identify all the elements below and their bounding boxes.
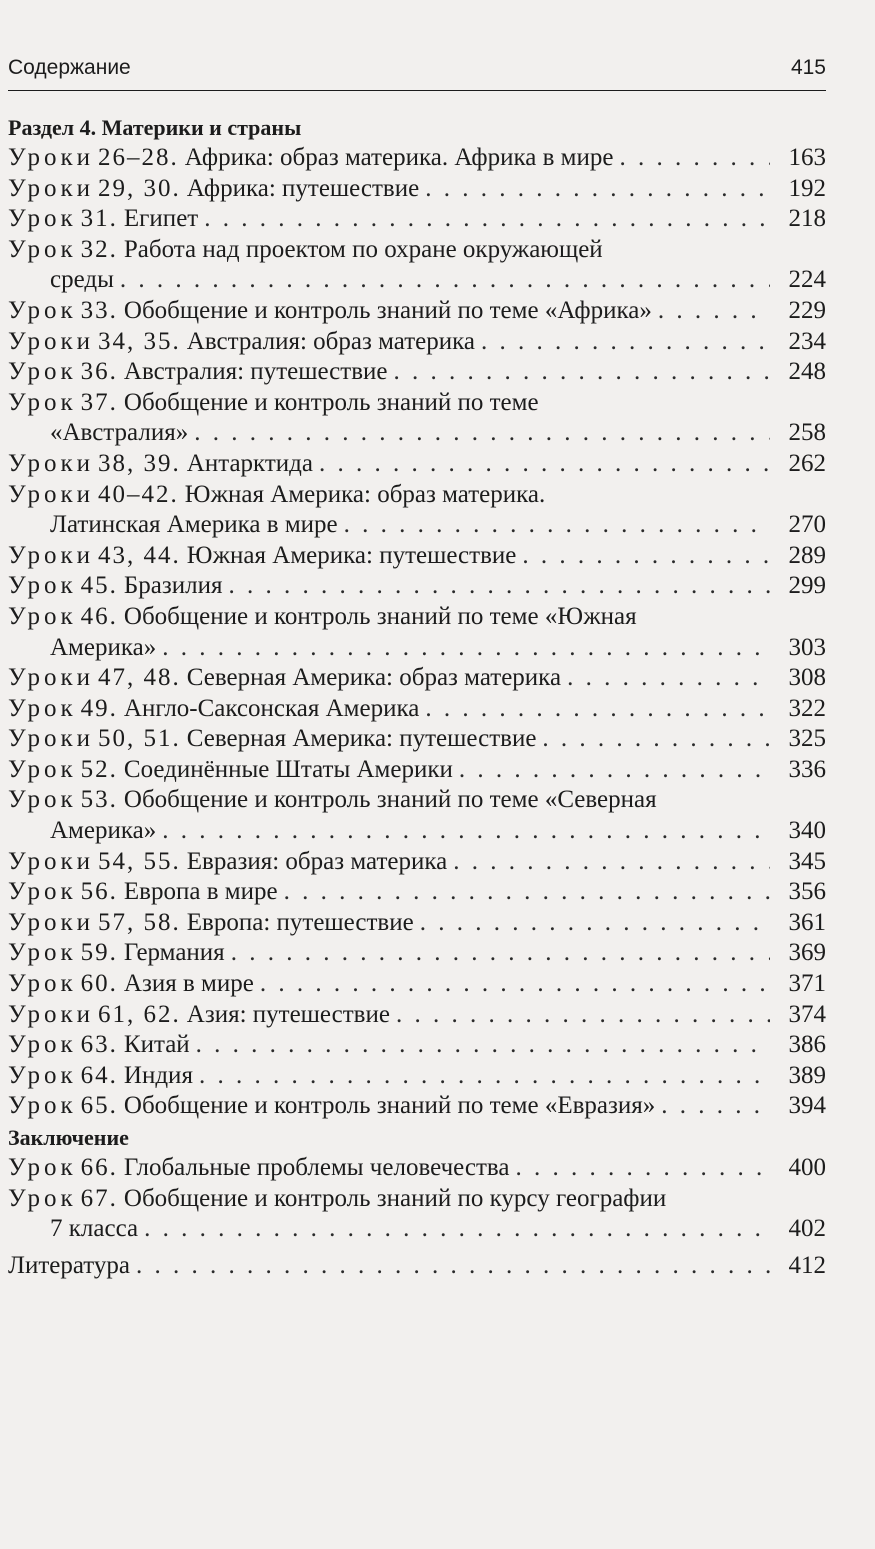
lesson-number: 43, 44. — [98, 541, 181, 569]
references-page-number: 412 — [788, 1251, 826, 1279]
toc-page-number: 258 — [788, 419, 826, 447]
lesson-number: 57, 58. — [98, 908, 181, 936]
toc-entry — [8, 1091, 826, 1122]
lesson-label: Уроки — [8, 449, 95, 477]
references-title: Литература — [8, 1251, 130, 1279]
dot-leader — [481, 327, 770, 358]
dot-leader — [459, 755, 770, 786]
toc-entry-line — [8, 969, 826, 1000]
header-rule — [8, 90, 826, 91]
toc-entry-line — [8, 877, 826, 908]
lesson-number: 26–28. — [98, 144, 179, 171]
lesson-number: 67. — [80, 1184, 118, 1212]
lesson-number: 60. — [80, 970, 118, 998]
toc-entry-line — [8, 449, 826, 480]
lesson-title: Северная Америка: образ материка — [186, 664, 562, 692]
toc-entry — [8, 327, 826, 358]
lesson-number: 66. — [80, 1154, 118, 1181]
dot-leader — [162, 633, 770, 664]
dot-leader — [136, 1251, 770, 1282]
dot-leader — [542, 724, 770, 755]
toc-entry — [8, 296, 826, 327]
lesson-title: Египет — [123, 205, 199, 233]
lesson-title: Обобщение и контроль знаний по курсу географии — [123, 1184, 667, 1212]
toc-entry — [8, 571, 826, 602]
toc-entry-line — [8, 1000, 826, 1031]
lesson-label: Урок — [8, 878, 77, 906]
lesson-label: Урок — [8, 1061, 77, 1089]
lesson-title: Соединённые Штаты Америки — [123, 755, 453, 783]
section-title: Заключение — [8, 1125, 129, 1150]
lesson-label: Урок — [8, 296, 77, 324]
dot-leader — [344, 510, 770, 541]
toc-entry-line — [8, 143, 826, 174]
toc-page-number: 325 — [788, 725, 826, 753]
lesson-title: Глобальные проблемы человечества — [123, 1154, 510, 1181]
lesson-number: 32. — [80, 235, 118, 263]
toc-page-number: 340 — [788, 817, 826, 845]
dot-leader — [204, 204, 770, 235]
lesson-title: «Австралия» — [50, 419, 189, 447]
toc-entry-line — [8, 816, 826, 847]
lesson-number: 40–42. — [98, 480, 179, 508]
dot-leader — [658, 296, 770, 327]
dot-leader — [231, 938, 770, 969]
toc-page-number: 270 — [788, 511, 826, 539]
toc-entry — [8, 938, 826, 969]
lesson-title: Европа: путешествие — [186, 908, 414, 936]
toc-page-number: 308 — [788, 664, 826, 692]
toc-entry-line — [8, 785, 826, 816]
lesson-title: среды — [50, 266, 114, 294]
lesson-title: 7 класса — [50, 1215, 139, 1243]
toc-entry-line — [8, 204, 826, 235]
dot-leader — [425, 174, 770, 205]
lesson-number: 54, 55. — [98, 847, 181, 875]
lesson-title: Америка» — [50, 817, 157, 845]
toc-page-number: 371 — [788, 970, 826, 998]
lesson-title: Азия: путешествие — [186, 1000, 390, 1028]
dot-leader — [567, 663, 770, 694]
lesson-number: 38, 39. — [98, 449, 181, 477]
lesson-title: Обобщение и контроль знаний по теме «Южная — [123, 602, 637, 630]
toc-entry — [8, 541, 826, 572]
lesson-number: 49. — [80, 694, 118, 722]
dot-leader — [194, 418, 770, 449]
dot-leader — [120, 265, 770, 296]
lesson-number: 64. — [80, 1061, 118, 1089]
lesson-title: Германия — [123, 939, 225, 967]
lesson-label: Уроки — [8, 541, 95, 569]
dot-leader — [144, 1214, 770, 1245]
toc-entry-line — [8, 938, 826, 969]
toc-page-number: 394 — [788, 1092, 826, 1120]
toc-entry-line — [8, 174, 826, 205]
lesson-label: Урок — [8, 572, 77, 600]
toc-page-number: 369 — [788, 939, 826, 967]
lesson-number: 45. — [80, 572, 118, 600]
lesson-title: Азия в мире — [123, 970, 254, 998]
lesson-label: Уроки — [8, 664, 95, 692]
lesson-label: Урок — [8, 786, 77, 814]
toc-entry-line — [8, 388, 826, 419]
running-head-title: Содержание — [8, 56, 131, 79]
toc-entry-line — [8, 663, 826, 694]
toc-entry-line — [8, 633, 826, 664]
dot-leader — [453, 847, 770, 878]
lesson-title: Южная Америка: путешествие — [186, 541, 517, 569]
dot-leader — [199, 1061, 770, 1092]
lesson-label: Урок — [8, 235, 77, 263]
lesson-number: 50, 51. — [98, 725, 181, 753]
lesson-label: Уроки — [8, 327, 95, 355]
lesson-label: Урок — [8, 602, 77, 630]
lesson-number: 65. — [80, 1092, 118, 1120]
dot-leader — [228, 571, 770, 602]
toc-entry — [8, 785, 826, 846]
toc-entry — [8, 908, 826, 939]
dot-leader — [661, 1091, 770, 1122]
lesson-number: 29, 30. — [98, 174, 181, 202]
toc-entry-line — [8, 602, 826, 633]
lesson-title: Австралия: путешествие — [123, 358, 388, 386]
toc-page-number: 262 — [788, 449, 826, 477]
toc-page-number: 402 — [788, 1215, 826, 1243]
references-entry — [8, 1251, 826, 1282]
toc-page-number: 248 — [788, 358, 826, 386]
toc-page-number: 386 — [788, 1031, 826, 1059]
lesson-title: Антарктида — [186, 449, 313, 477]
toc-page-number: 389 — [788, 1061, 826, 1089]
toc-entry-line — [8, 1214, 826, 1245]
toc-page-number: 192 — [788, 174, 826, 202]
toc-entry — [8, 694, 826, 725]
dot-leader — [284, 877, 770, 908]
lesson-title: Обобщение и контроль знаний по теме — [123, 388, 539, 416]
toc-page-number: 163 — [788, 144, 826, 171]
lesson-number: 33. — [80, 296, 118, 324]
running-head — [8, 56, 826, 80]
toc-entry — [8, 602, 826, 663]
lesson-label: Урок — [8, 1154, 77, 1181]
toc-entry — [8, 480, 826, 541]
toc-entry — [8, 449, 826, 480]
lesson-label: Уроки — [8, 1000, 95, 1028]
lesson-label: Урок — [8, 1184, 77, 1212]
lesson-title: Латинская Америка в мире — [50, 511, 338, 539]
lesson-label: Урок — [8, 694, 77, 722]
toc-entry — [8, 663, 826, 694]
dot-leader — [260, 969, 770, 1000]
toc-entry-line — [8, 327, 826, 358]
lesson-title: Бразилия — [123, 572, 223, 600]
toc-entry — [8, 388, 826, 449]
toc-entry — [8, 174, 826, 205]
dot-leader — [522, 541, 770, 572]
dot-leader — [319, 449, 770, 480]
lesson-label: Урок — [8, 358, 77, 386]
lesson-title: Африка: путешествие — [186, 174, 420, 202]
toc-entry — [8, 1061, 826, 1092]
lesson-label: Уроки — [8, 725, 95, 753]
lesson-title: Обобщение и контроль знаний по теме «Евразия» — [123, 1092, 656, 1120]
toc-entry — [8, 235, 826, 296]
lesson-number: 31. — [80, 205, 118, 233]
lesson-number: 34, 35. — [98, 327, 181, 355]
toc-page-number: 345 — [788, 847, 826, 875]
toc-page-number: 361 — [788, 908, 826, 936]
lesson-title: Англо-Саксонская Америка — [123, 694, 420, 722]
toc-page-number: 303 — [788, 633, 826, 661]
toc-entry-line — [8, 1061, 826, 1092]
lesson-number: 46. — [80, 602, 118, 630]
toc-page-number: 400 — [788, 1154, 826, 1181]
toc-entry — [8, 1184, 826, 1245]
toc-page-number: 234 — [788, 327, 826, 355]
toc-entry-line — [8, 1091, 826, 1122]
lesson-title: Австралия: образ материка — [186, 327, 475, 355]
toc-entry — [8, 969, 826, 1000]
lesson-number: 53. — [80, 786, 118, 814]
toc-entry — [8, 755, 826, 786]
toc-entry-line — [8, 571, 826, 602]
lesson-number: 47, 48. — [98, 664, 181, 692]
lesson-number: 37. — [80, 388, 118, 416]
toc-entry-line — [8, 357, 826, 388]
toc-page-number: 374 — [788, 1000, 826, 1028]
toc-entry — [8, 1153, 826, 1184]
dot-leader — [420, 908, 770, 939]
dot-leader — [619, 143, 770, 174]
toc-entry-line — [8, 847, 826, 878]
lesson-label: Уроки — [8, 847, 95, 875]
toc-entry-line — [8, 1153, 826, 1184]
lesson-title: Южная Америка: образ материка. — [184, 480, 546, 508]
lesson-title: Обобщение и контроль знаний по теме «Африка» — [123, 296, 652, 324]
lesson-label: Урок — [8, 755, 77, 783]
lesson-label: Уроки — [8, 480, 95, 508]
toc-entry-line — [8, 755, 826, 786]
toc-page-number: 299 — [788, 572, 826, 600]
lesson-title: Китай — [123, 1031, 190, 1059]
toc-entry — [8, 204, 826, 235]
toc-entry — [8, 1030, 826, 1061]
toc-page-number: 322 — [788, 694, 826, 722]
lesson-title: Африка: образ материка. Африка в мире — [184, 144, 614, 171]
lesson-title: Америка» — [50, 633, 157, 661]
toc-entry-line — [8, 908, 826, 939]
toc-entry — [8, 143, 826, 174]
page-number: 415 — [790, 56, 826, 79]
toc-page-number: 218 — [788, 205, 826, 233]
lesson-label: Уроки — [8, 174, 95, 202]
toc-entry-line — [8, 480, 826, 511]
lesson-label: Уроки — [8, 144, 95, 171]
toc-page-number: 356 — [788, 878, 826, 906]
dot-leader — [515, 1153, 770, 1184]
table-of-contents — [8, 112, 826, 1281]
toc-entry — [8, 724, 826, 755]
lesson-number: 56. — [80, 878, 118, 906]
section-title: Раздел 4. Материки и страны — [8, 115, 302, 140]
dot-leader — [393, 357, 770, 388]
toc-entry — [8, 847, 826, 878]
toc-entry-line — [8, 418, 826, 449]
dot-leader — [425, 694, 770, 725]
lesson-title: Европа в мире — [123, 878, 278, 906]
lesson-label: Урок — [8, 205, 77, 233]
toc-entry-line — [8, 1184, 826, 1215]
toc-entry-line — [8, 724, 826, 755]
toc-entry — [8, 1000, 826, 1031]
lesson-title: Индия — [123, 1061, 193, 1089]
toc-entry-line — [8, 296, 826, 327]
dot-leader — [162, 816, 770, 847]
toc-page-number: 336 — [788, 755, 826, 783]
toc-entry — [8, 877, 826, 908]
toc-entry-line — [8, 235, 826, 266]
lesson-title: Северная Америка: путешествие — [186, 725, 537, 753]
lesson-label: Урок — [8, 1092, 77, 1120]
toc-entry-line — [8, 1030, 826, 1061]
lesson-number: 63. — [80, 1031, 118, 1059]
toc-entry-line — [8, 265, 826, 296]
lesson-number: 59. — [80, 939, 118, 967]
lesson-label: Урок — [8, 388, 77, 416]
dot-leader — [196, 1030, 770, 1061]
dot-leader — [396, 1000, 770, 1031]
lesson-label: Урок — [8, 1031, 77, 1059]
lesson-label: Урок — [8, 970, 77, 998]
toc-page-number: 224 — [788, 266, 826, 294]
toc-page-number: 229 — [788, 296, 826, 324]
lesson-number: 61, 62. — [98, 1000, 181, 1028]
lesson-title: Обобщение и контроль знаний по теме «Северная — [123, 786, 657, 814]
toc-page-number: 289 — [788, 541, 826, 569]
lesson-number: 36. — [80, 358, 118, 386]
toc-entry-line — [8, 541, 826, 572]
lesson-title: Евразия: образ материка — [186, 847, 448, 875]
lesson-title: Работа над проектом по охране окружающей — [123, 235, 603, 263]
lesson-label: Урок — [8, 939, 77, 967]
lesson-label: Уроки — [8, 908, 95, 936]
toc-entry-line — [8, 510, 826, 541]
lesson-number: 52. — [80, 755, 118, 783]
toc-entry-line — [8, 694, 826, 725]
toc-entry — [8, 357, 826, 388]
